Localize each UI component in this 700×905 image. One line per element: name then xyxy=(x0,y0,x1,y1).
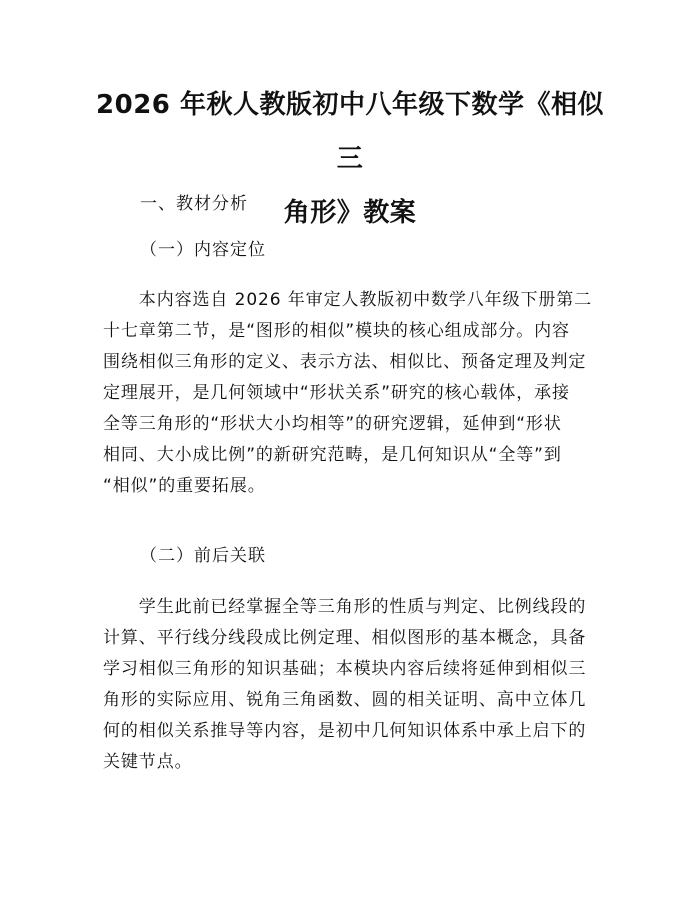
paragraph-before-after-connection xyxy=(103,592,603,778)
title-line-2: 角形》教案 xyxy=(283,198,417,228)
paragraph-line: 围绕相似三角形的定义、表示方法、相似比、预备定理及判定 xyxy=(103,352,587,372)
paragraph-line: 学生此前已经掌握全等三角形的性质与判定、比例线段的 xyxy=(103,597,587,617)
subsection-heading-before-after-connection: （二）前后关联 xyxy=(140,546,266,566)
paragraph-line: 学习相似三角形的知识基础；本模块内容后续将延伸到相似三 xyxy=(103,659,587,679)
paragraph-line: 计算、平行线分线段成比例定理、相似图形的基本概念，具备 xyxy=(103,628,587,648)
paragraph-line: 本内容选自 2026 年审定人教版初中数学八年级下册第二 xyxy=(103,290,593,310)
paragraph-line: 相同、大小成比例”的新研究范畴，是几何知识从“全等”到 xyxy=(103,445,562,465)
paragraph-line: 十七章第二节，是“图形的相似”模块的核心组成部分。内容 xyxy=(103,321,570,341)
title-line-1: 2026 年秋人教版初中八年级下数学《相似三 xyxy=(96,90,604,174)
subsection-heading-content-position: （一）内容定位 xyxy=(140,240,266,260)
paragraph-line: 全等三角形的“形状大小均相等”的研究逻辑，延伸到“形状 xyxy=(103,414,562,434)
paragraph-line: 关键节点。 xyxy=(103,752,193,772)
paragraph-content-position xyxy=(103,285,603,502)
paragraph-line: 定理展开，是几何领域中“形状关系”研究的核心载体，承接 xyxy=(103,383,570,403)
paragraph-line: “相似”的重要拓展。 xyxy=(103,476,266,496)
section-heading-teaching-material-analysis: 一、教材分析 xyxy=(140,194,248,214)
paragraph-line: 何的相似关系推导等内容，是初中几何知识体系中承上启下的 xyxy=(103,721,587,741)
paragraph-line: 角形的实际应用、锐角三角函数、圆的相关证明、高中立体几 xyxy=(103,690,587,710)
